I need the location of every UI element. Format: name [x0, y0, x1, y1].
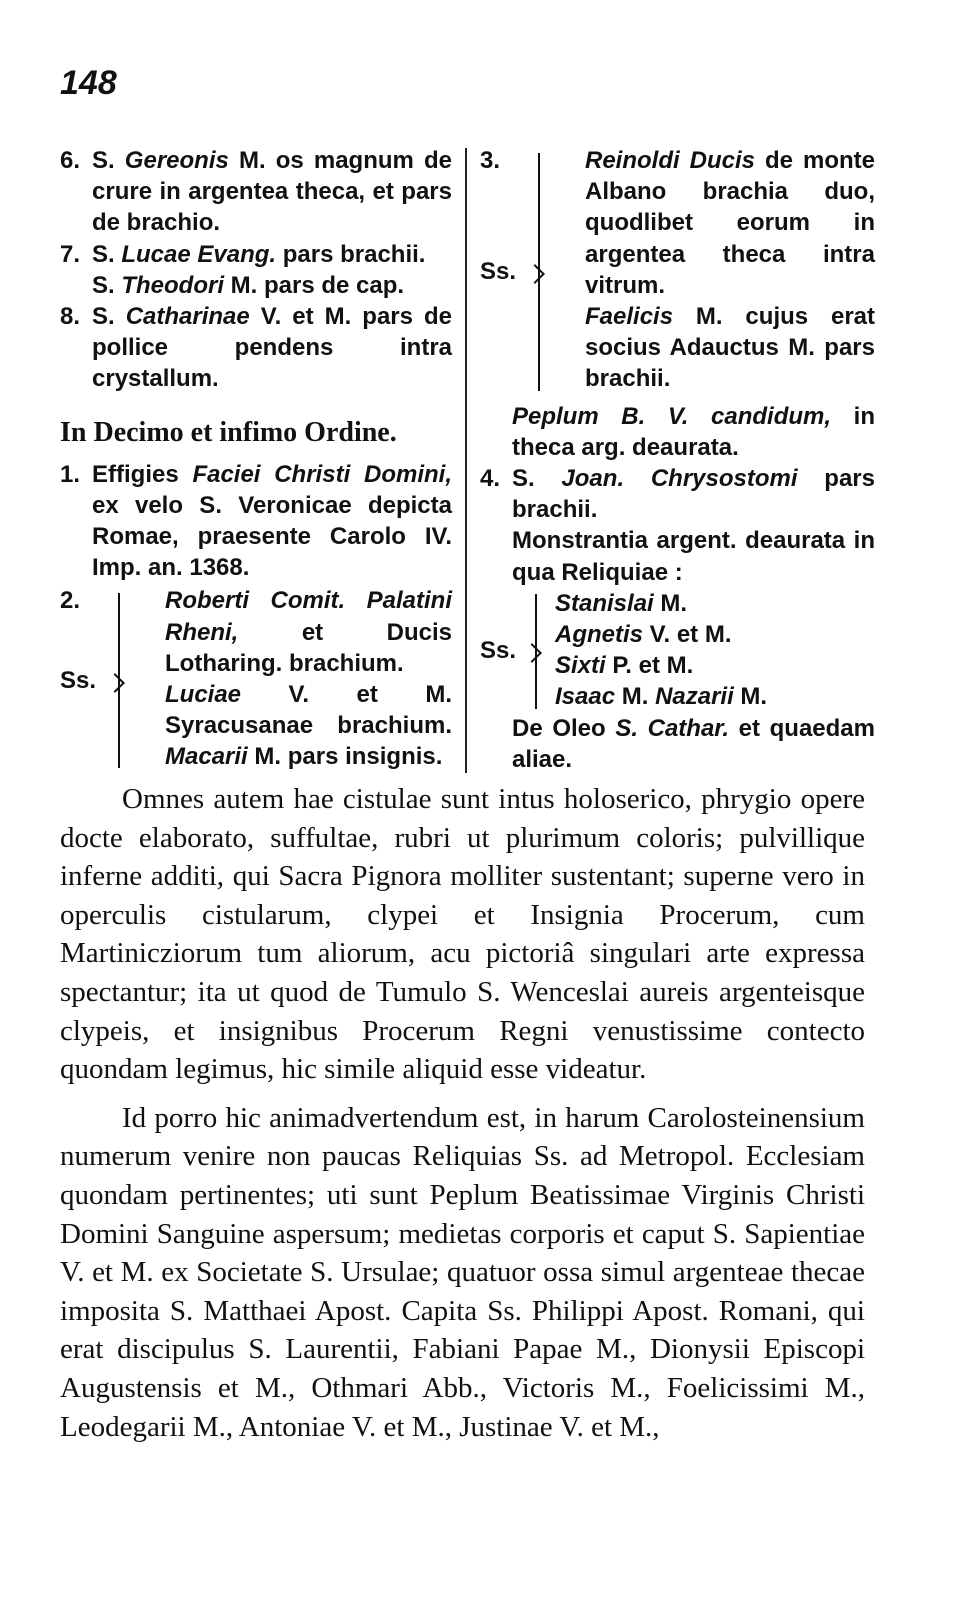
list-item [480, 463, 875, 525]
item-number: 4. [480, 465, 501, 493]
paragraph-text: in theca arg. deaurata. [512, 402, 875, 461]
brace-entry-text: Reinoldi Ducis [585, 147, 756, 174]
list-item [60, 239, 452, 270]
brace-entry-text: V. et M. [643, 621, 732, 649]
item-text: Lucae Evang. [121, 240, 277, 268]
item-text: V. et M. pars de pollice pendens intra crystallum. [92, 303, 453, 393]
brace-entry-text: Isaac [555, 683, 616, 711]
brace-tip [522, 643, 542, 663]
brace-entry-text: Nazarii [655, 683, 734, 711]
left-items-2 [60, 459, 452, 584]
left-column [60, 145, 452, 773]
item-text: Gereonis [124, 147, 229, 174]
right-paragraph-1 [480, 401, 875, 463]
page-number: 148 [60, 64, 117, 102]
item-text: pars brachii. [276, 240, 426, 268]
item-text: M. os magnum de crure in argentea theca, et pars de brachio. [92, 147, 452, 237]
brace-entry-text: V. et M. Syracusanae brachium. [165, 681, 452, 740]
saints-label: Ss. [60, 666, 97, 694]
brace-entry-text: M. pars insignis. [247, 743, 443, 771]
brace-entry [555, 588, 875, 619]
item-text: Joan. Chrysostomi [561, 465, 798, 493]
saints-label: Ss. [480, 258, 517, 285]
brace-entry [555, 619, 875, 650]
brace-entry [555, 650, 875, 681]
item-text: S. [92, 303, 126, 331]
right-brace-group-2 [480, 588, 875, 713]
list-item [60, 270, 452, 301]
brace-tip [105, 673, 125, 693]
right-column [480, 145, 875, 775]
body-text [60, 780, 865, 1446]
brace-entry-text: M. cujus erat socius Adauctus M. pars brachii. [585, 303, 875, 393]
left-brace-group [60, 585, 452, 772]
brace-entry-text: Agnetis [555, 621, 644, 649]
item-text: ex velo S. Veronicae depicta Romae, praesente Carolo IV. Imp. an. 1368. [92, 491, 452, 582]
list-item [60, 459, 452, 584]
brace-entry-text: Sixti [555, 652, 606, 680]
brace-entry-text: Faelicis [585, 303, 674, 331]
right-item-4 [480, 463, 875, 525]
section-heading: In Decimo et infimo Ordine. [60, 416, 397, 448]
right-brace-group-1 [480, 145, 875, 395]
saints-label: Ss. [480, 637, 517, 665]
item-text: Theodori [121, 271, 224, 299]
brace-entry-text: Roberti Comit. Palatini Rheni, [165, 587, 452, 646]
item-number: 7. [60, 240, 81, 268]
brace-entry [585, 301, 875, 395]
paragraph-text: Peplum B. V. candidum, [512, 402, 832, 430]
item-number: 8. [60, 303, 81, 331]
brace-entry-text: Macarii [165, 743, 248, 771]
column-divider [465, 148, 467, 773]
body-paragraph-2: Id porro hic animadvertendum est, in harum Carolosteinensium numerum venire non paucas Reliquias Ss. ad Metropol. Ecclesiam quondam pertinentes; uti sunt Peplum Beatissimae Virginis Christi Domini Sanguine aspersum; medietas corporis et caput S. Sapientiae V. et M. ex Societate S. Ursulae; quatuor ossa simul argenteae thecae imposita S. Matthaei Apost. Capita Ss. Philippi Apost. Romani, qui erat discipulus S. Laurentii, Fabiani Papae M., Dionysii Episcopi Augustensis et M., Othmari Abb., Victoris M., Foelicissimi M., Leodegarii M., Antoniae V. et M., Justinae V. et M., [60, 1101, 865, 1443]
item-text: Effigies [92, 460, 193, 488]
left-items [60, 145, 452, 395]
item-text: S. [92, 271, 122, 299]
brace-entry-text: Stanislai [555, 589, 654, 617]
item-text: S. [512, 465, 562, 493]
item-text: pars brachii. [512, 465, 875, 524]
brace-tip [525, 264, 545, 284]
right-paragraph-3 [480, 713, 875, 775]
brace-entry-text: Luciae [165, 681, 242, 709]
brace-entry-text: M. [653, 589, 688, 617]
brace-entry [555, 681, 875, 712]
list-item [60, 145, 452, 239]
item-text: Faciei Christi Domini, [192, 460, 452, 488]
paragraph-text: De Oleo [512, 714, 616, 742]
item-text: Catharinae [125, 303, 250, 331]
item-text: M. pars de cap. [224, 271, 405, 299]
item-number: 6. [60, 147, 81, 174]
brace-entry-text: P. et M. [605, 652, 694, 680]
item-number: 3. [480, 147, 501, 174]
body-paragraph-1: Omnes autem hae cistulae sunt intus holoserico, phrygio opere docte elaborato, suffultae, rubri ut plurimum coloris; pulvillique inferne additi, qui Sacra Pignora molliter sustentant; superne vero in operculis cistularum, clypei et Insignia Procerum, cum Martinicziorum tum aliorum, acu pictoriâ singulari arte expressa spectantur; ita ut quod de Tumulo S. Wenceslai aureis argenteisque clypeis, et insignibus Procerum Regni venustissime contecto quondam legimus, hic simile aliquid esse videatur. [60, 783, 865, 1086]
brace-entry [585, 145, 875, 301]
list-item [60, 301, 452, 395]
brace-entry-text: de monte Albano brachia duo, quodlibet eorum in argentea theca intra vitrum. [585, 147, 876, 299]
brace-entry-text: M. [733, 683, 768, 711]
brace-entry-text: M. [615, 683, 656, 711]
brace-entry [165, 679, 452, 773]
item-number: 2. [60, 587, 81, 615]
item-number: 1. [60, 460, 81, 488]
brace-entry [165, 585, 452, 679]
paragraph-text: et quaedam aliae. [512, 714, 875, 773]
paragraph-text: S. Cathar. [615, 714, 729, 742]
brace-entry-text: et Ducis Lotharing. brachium. [165, 618, 452, 677]
item-text: S. [92, 147, 125, 174]
right-paragraph-2: Monstrantia argent. deaurata in qua Reliquiae : [512, 527, 875, 586]
item-text: S. [92, 240, 122, 268]
